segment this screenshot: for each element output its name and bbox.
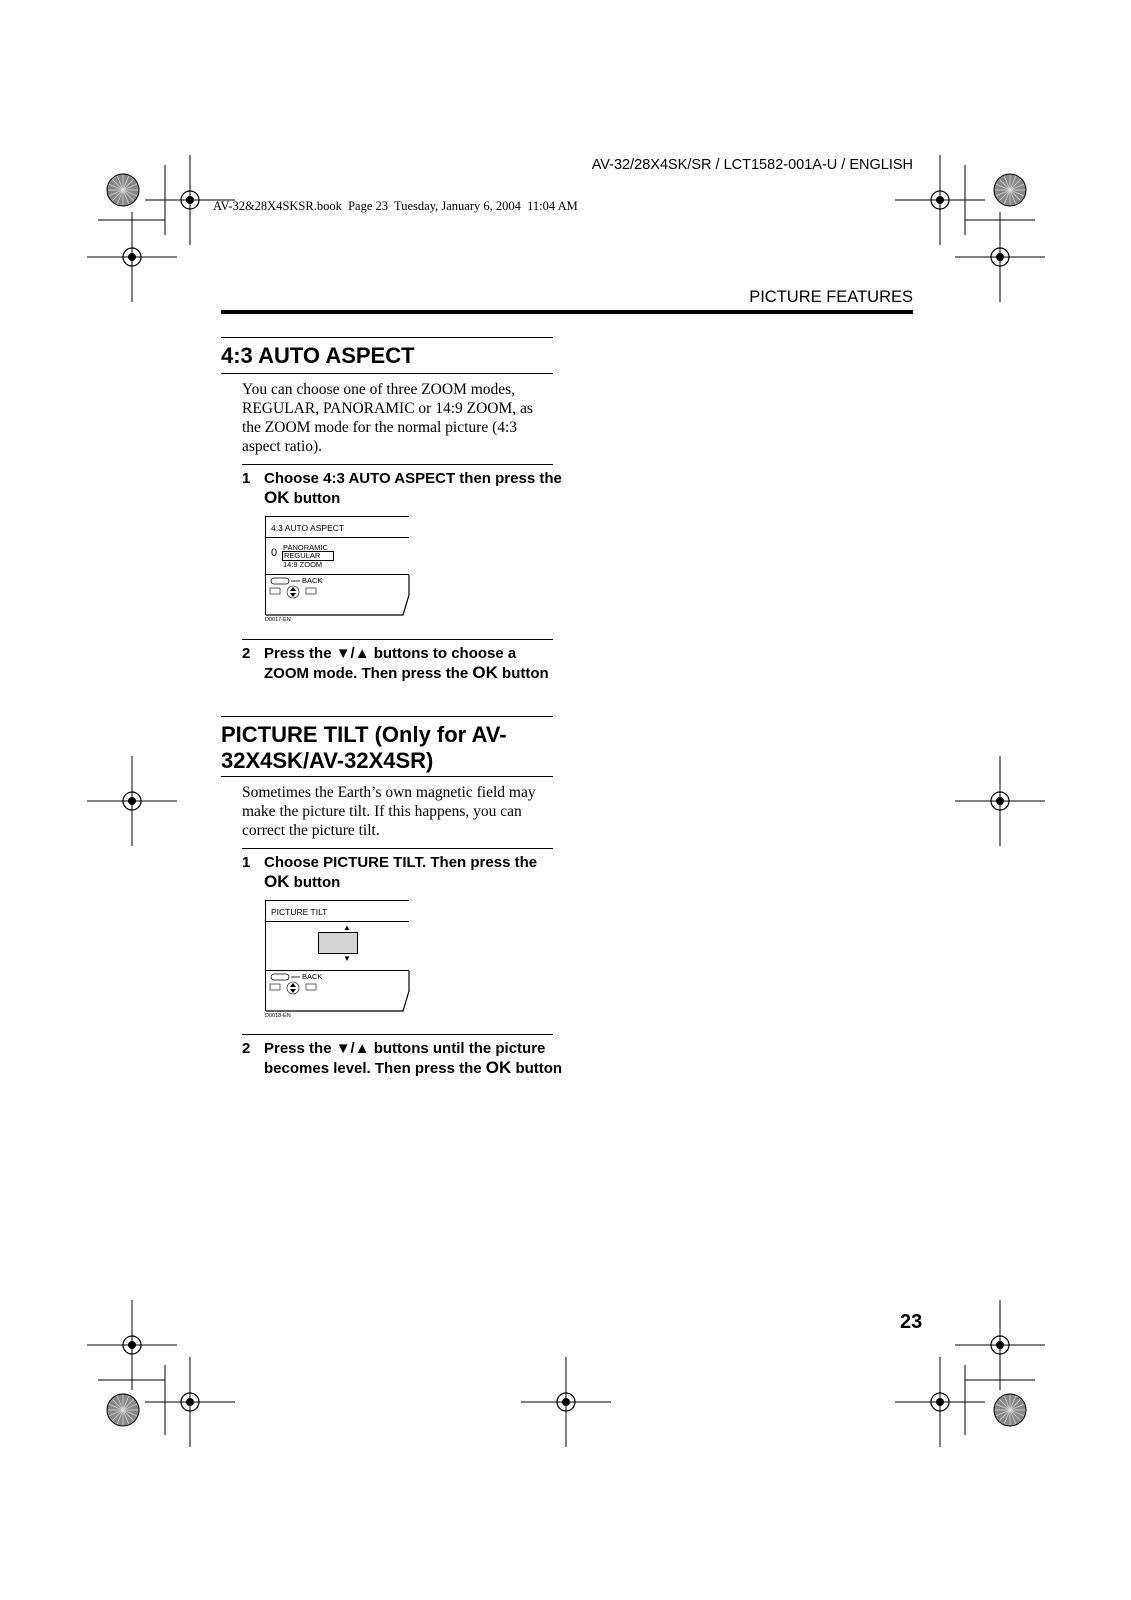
- page-number: 23: [900, 1311, 923, 1333]
- section-rule: [221, 716, 553, 717]
- ok-button-label: OK: [485, 1058, 512, 1077]
- section-rule: [221, 373, 553, 374]
- crosshair-mark-icon: [87, 756, 177, 846]
- crosshair-mark-icon: [145, 1357, 235, 1447]
- picture-tilt-step-1: [242, 853, 562, 893]
- sunburst-mark-icon: [107, 174, 139, 206]
- crosshair-mark-icon: [955, 1300, 1045, 1390]
- step-text-tail: button: [293, 490, 341, 507]
- osd-option-panoramic: PANORAMIC: [283, 543, 328, 552]
- down-arrow-icon: ▼: [343, 954, 351, 963]
- auto-aspect-step-1: [242, 469, 562, 509]
- step-text: Press the ▼/▲ buttons to choose a ZOOM mode. Then press the: [264, 645, 517, 682]
- title-line-2: 32X4SK/AV-32X4SR): [221, 748, 434, 773]
- back-button-icon: [271, 578, 289, 584]
- crosshair-mark-icon: [87, 1300, 177, 1390]
- step-number: 1: [242, 854, 251, 871]
- step-rule: [242, 1034, 553, 1035]
- step-rule: [242, 639, 553, 640]
- sunburst-mark-icon: [107, 1394, 139, 1426]
- document-id: AV-32/28X4SK/SR / LCT1582-001A-U / ENGLISH: [591, 157, 913, 173]
- ok-button-label: OK: [472, 663, 498, 682]
- osd-remote-graphic: [266, 575, 411, 616]
- step-text: Press the ▼/▲ buttons until the picture becomes level. Then press the: [264, 1040, 546, 1077]
- crosshair-mark-icon: [955, 756, 1045, 846]
- selected-marker: 0: [271, 547, 278, 559]
- sunburst-mark-icon: [994, 1394, 1026, 1426]
- osd-remote-graphic: [266, 971, 411, 1012]
- crosshair-mark-icon: [87, 212, 177, 302]
- step-rule: [242, 848, 553, 849]
- osd-picture-tilt-menu: [265, 900, 409, 1011]
- step-text: Choose 4:3 AUTO ASPECT then press the: [264, 470, 562, 487]
- crosshair-mark-icon: [895, 1357, 985, 1447]
- ok-button-label: OK: [264, 488, 290, 507]
- step-number: 1: [242, 470, 251, 487]
- osd-back-label: BACK: [302, 576, 323, 585]
- auto-aspect-step-2: [242, 644, 562, 704]
- osd-option-14-9-zoom: 14:9 ZOOM: [283, 560, 323, 569]
- auto-aspect-intro: You can choose one of three ZOOM modes, REGULAR, PANORAMIC or 14:9 ZOOM, as the ZOOM mode for the normal picture (4:3 aspect ratio).: [242, 381, 533, 455]
- tilt-preview-box: [318, 932, 358, 954]
- print-info: AV-32&28X4SKSR.book Page 23 Tuesday, January 6, 2004 11:04 AM: [213, 199, 578, 213]
- picture-tilt-intro: Sometimes the Earth’s own magnetic field may make the picture tilt. If this happens, you can correct the picture tilt.: [242, 784, 536, 839]
- header-rule: [221, 310, 913, 314]
- figure-code: D0017-EN: [265, 617, 291, 623]
- section-header: PICTURE FEATURES: [749, 288, 913, 306]
- tv-button-icon: [270, 984, 280, 990]
- step-rule: [242, 464, 553, 465]
- sunburst-mark-icon: [994, 174, 1026, 206]
- crosshair-mark-icon: [955, 212, 1045, 302]
- step-number: 2: [242, 1040, 251, 1057]
- section-title-picture-tilt: [221, 722, 561, 774]
- step-text-tail: button: [293, 874, 341, 891]
- up-arrow-icon: ▲: [343, 923, 351, 932]
- step-text-tail: button: [502, 665, 549, 682]
- osd-auto-aspect-menu: [265, 516, 409, 615]
- osd-option-regular: REGULAR: [282, 551, 334, 561]
- back-button-icon: [271, 974, 289, 980]
- osd-title: 4:3 AUTO ASPECT: [271, 523, 345, 533]
- picture-tilt-step-2: [242, 1039, 562, 1099]
- crosshair-mark-icon: [521, 1357, 611, 1447]
- step-text: Choose PICTURE TILT. Then press the: [264, 854, 538, 871]
- section-rule: [221, 337, 553, 338]
- step-text-tail: button: [515, 1060, 563, 1077]
- ok-button-icon: [306, 984, 316, 990]
- osd-back-label: BACK: [302, 972, 323, 981]
- osd-title: PICTURE TILT: [271, 907, 328, 917]
- section-rule: [221, 776, 553, 777]
- step-number: 2: [242, 645, 251, 662]
- section-title-auto-aspect: 4:3 AUTO ASPECT: [221, 343, 415, 368]
- ok-button-label: OK: [264, 872, 290, 891]
- title-line-1: PICTURE TILT (Only for AV-: [221, 722, 507, 747]
- ok-button-icon: [306, 588, 316, 594]
- figure-code: D0018-EN: [265, 1013, 291, 1019]
- tv-button-icon: [270, 588, 280, 594]
